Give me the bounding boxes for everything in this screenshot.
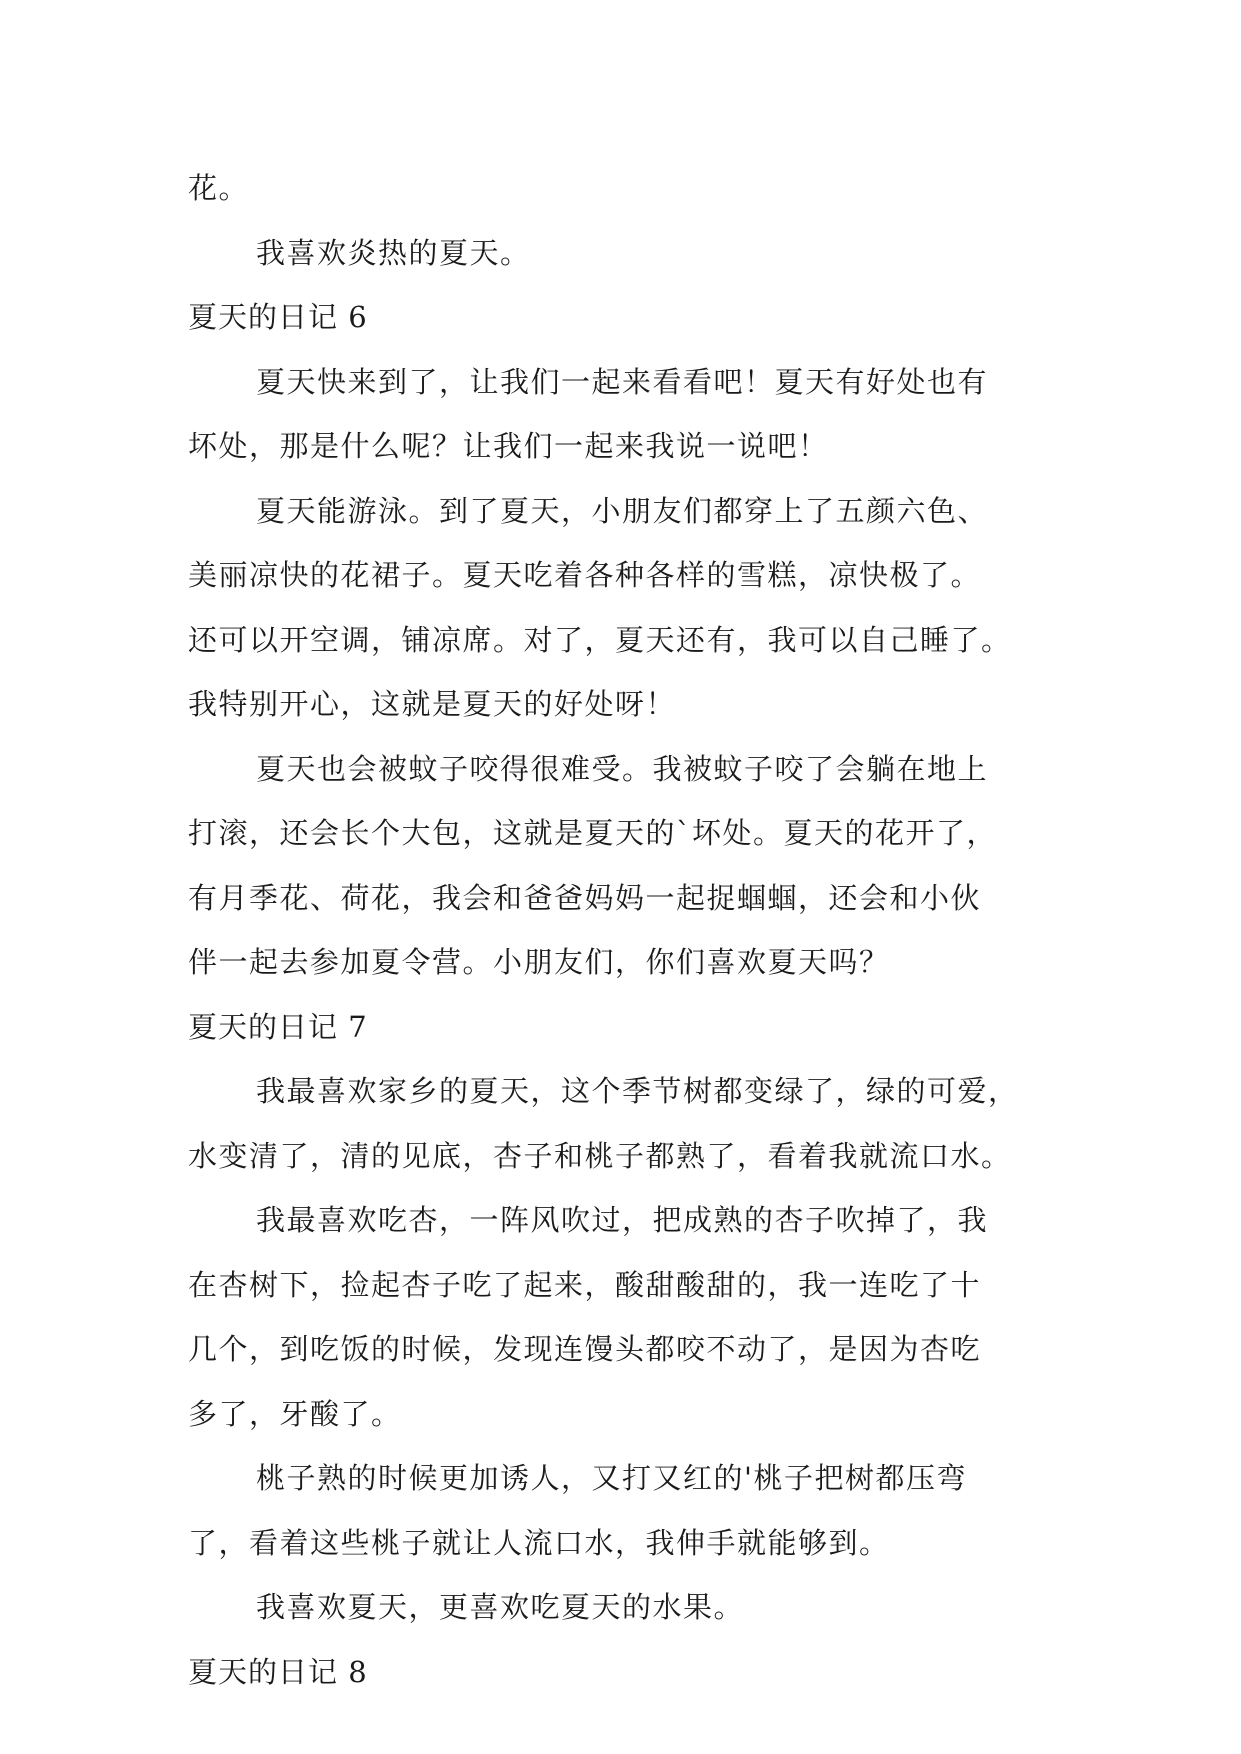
text-line: 多了，牙酸了。 [188, 1396, 402, 1431]
document-page [188, 156, 1068, 1704]
text-line: 我特别开心，这就是夏天的好处呀！ [188, 687, 677, 721]
section-heading: 夏天的日记 8 [188, 1654, 368, 1689]
text-line: 打滚，还会长个大包，这就是夏天的`坏处。夏天的花开了， [188, 816, 998, 850]
text-line: 了，看着这些桃子就让人流口水，我伸手就能够到。 [188, 1525, 890, 1560]
text-line: 夏天能游泳。到了夏天，小朋友们都穿上了五颜六色、 [256, 493, 989, 528]
text-line: 夏天也会被蚊子咬得很难受。我被蚊子咬了会躺在地上 [256, 751, 989, 786]
section-heading: 夏天的日记 6 [188, 300, 368, 334]
text-line: 伴一起去参加夏令营。小朋友们，你们喜欢夏天吗？ [188, 945, 890, 979]
text-line: 我喜欢炎热的夏天。 [256, 235, 531, 270]
text-line: 坏处，那是什么呢？让我们一起来我说一说吧！ [188, 429, 829, 463]
text-line: 美丽凉快的花裙子。夏天吃着各种各样的雪糕，凉快极了。 [188, 558, 982, 592]
section-heading: 夏天的日记 7 [188, 1009, 368, 1044]
text-line: 几个，到吃饭的时候，发现连馒头都咬不动了，是因为杏吃 [188, 1332, 982, 1366]
text-line: 水变清了，清的见底，杏子和桃子都熟了，看着我就流口水。 [188, 1138, 1012, 1173]
text-line: 桃子熟的时候更加诱人，又打又红的'桃子把树都压弯 [256, 1461, 967, 1495]
text-line: 夏天快来到了，让我们一起来看看吧！夏天有好处也有 [256, 364, 989, 399]
text-line: 有月季花、荷花，我会和爸爸妈妈一起捉蝈蝈，还会和小伙 [188, 880, 982, 915]
text-line: 在杏树下，捡起杏子吃了起来，酸甜酸甜的，我一连吃了十 [188, 1267, 982, 1302]
text-line: 花。 [188, 171, 250, 205]
text-line: 还可以开空调，铺凉席。对了，夏天还有，我可以自己睡了。 [188, 622, 1012, 657]
text-line: 我最喜欢吃杏，一阵风吹过，把成熟的杏子吹掉了，我 [256, 1203, 989, 1237]
text-line: 我喜欢夏天，更喜欢吃夏天的水果。 [256, 1590, 745, 1624]
text-line: 我最喜欢家乡的夏天，这个季节树都变绿了，绿的可爱， [256, 1074, 1019, 1108]
